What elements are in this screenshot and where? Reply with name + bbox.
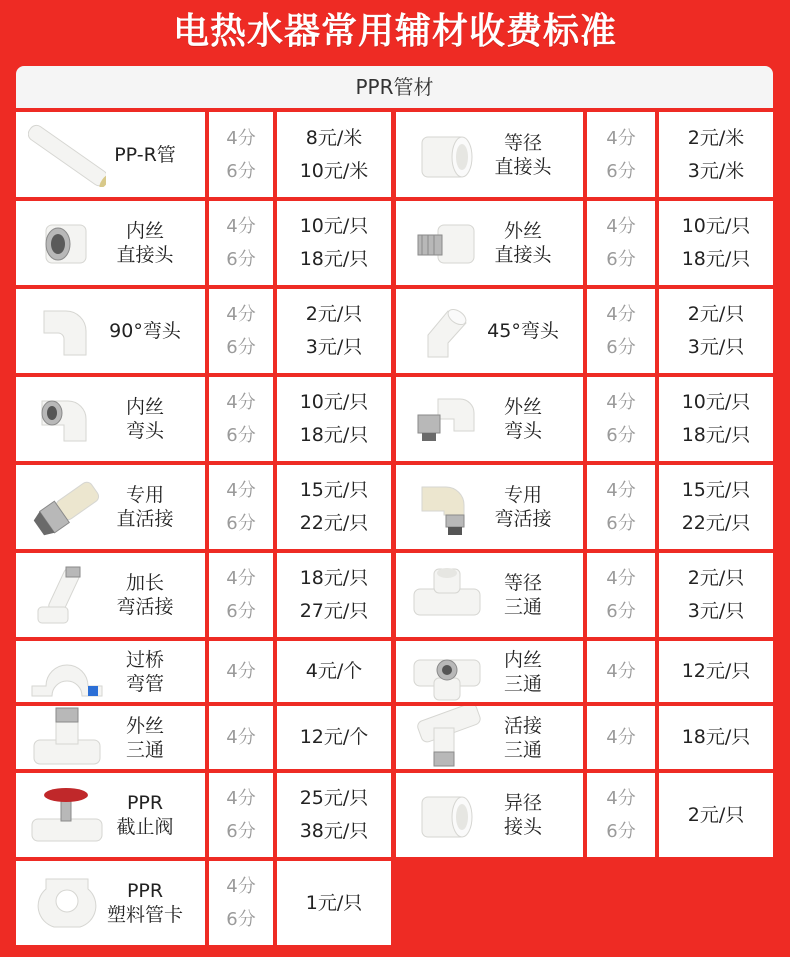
product-name	[95, 465, 195, 549]
size-cell	[587, 641, 655, 702]
pipe-size: 4分	[226, 480, 256, 501]
size-cell	[209, 465, 273, 549]
pipe-size: 4分	[226, 568, 256, 589]
pipe-size: 6分	[606, 337, 636, 358]
product-name-line: 弯活接	[116, 596, 174, 618]
price-value: 2元/只	[687, 567, 745, 589]
product-name	[473, 553, 573, 637]
size-cell	[587, 289, 655, 373]
product-name-line: 等径	[503, 572, 542, 594]
product-name-line: 弯管	[125, 672, 164, 695]
price-value: 25元/只	[299, 787, 369, 809]
price-cell	[659, 773, 773, 857]
product-name-line: 直接头	[116, 244, 174, 266]
pipe-size: 6分	[226, 601, 256, 622]
product-name	[95, 706, 195, 769]
price-cell	[277, 465, 391, 549]
price-cell	[277, 553, 391, 637]
price-cell	[659, 706, 773, 769]
product-name-line: 45°弯头	[487, 320, 559, 342]
price-value: 18元/只	[681, 248, 751, 270]
product-cell	[16, 553, 205, 637]
price-cell	[277, 289, 391, 373]
product-name-line: 直接头	[494, 155, 552, 178]
price-cell	[659, 377, 773, 461]
product-name-line: 内丝	[125, 396, 164, 418]
product-cell	[16, 377, 205, 461]
size-cell	[587, 112, 655, 197]
product-name	[95, 112, 195, 197]
pipe-size: 4分	[226, 216, 256, 237]
price-value: 1元/只	[305, 891, 363, 914]
price-cell	[277, 112, 391, 197]
pipe-size: 4分	[226, 661, 256, 682]
price-value: 22元/只	[681, 512, 751, 534]
product-name-line: 直活接	[116, 508, 174, 530]
price-value: 18元/只	[299, 248, 369, 270]
pipe-size: 4分	[606, 568, 636, 589]
product-name-line: 内丝	[125, 220, 164, 242]
price-cell	[277, 377, 391, 461]
pipe-size: 6分	[226, 249, 256, 270]
product-cell	[16, 706, 205, 769]
pipe-size: 6分	[226, 513, 256, 534]
product-name	[95, 861, 195, 945]
size-cell	[587, 773, 655, 857]
pipe-size: 4分	[226, 304, 256, 325]
price-value: 2元/米	[687, 126, 745, 149]
price-value: 18元/只	[681, 424, 751, 446]
price-value: 2元/只	[687, 303, 745, 325]
section-header: PPR管材	[16, 66, 773, 108]
pipe-size: 4分	[226, 788, 256, 809]
size-cell	[587, 706, 655, 769]
product-name-line: 直接头	[494, 244, 552, 266]
price-value: 18元/只	[681, 726, 751, 748]
pipe-size: 4分	[606, 216, 636, 237]
product-name	[95, 289, 195, 373]
pipe-size: 6分	[226, 337, 256, 358]
pipe-size: 4分	[606, 304, 636, 325]
product-cell	[16, 861, 205, 945]
product-cell	[396, 289, 583, 373]
product-name	[473, 465, 573, 549]
product-name	[473, 112, 573, 197]
price-cell	[277, 861, 391, 945]
price-value: 2元/只	[305, 303, 363, 325]
product-name-line: 内丝	[503, 648, 542, 671]
size-cell	[209, 773, 273, 857]
product-name-line: 三通	[503, 672, 542, 695]
product-cell	[16, 773, 205, 857]
price-value: 10元/米	[299, 159, 369, 182]
product-cell	[16, 289, 205, 373]
price-value: 3元/只	[687, 600, 745, 622]
price-value: 15元/只	[681, 479, 751, 501]
pipe-size: 6分	[226, 909, 256, 930]
price-cell	[659, 112, 773, 197]
size-cell	[587, 201, 655, 285]
price-value: 10元/只	[299, 391, 369, 413]
price-value: 12元/只	[681, 660, 751, 682]
pipe-size: 6分	[606, 601, 636, 622]
pipe-size: 4分	[606, 127, 636, 149]
pipe-size: 4分	[606, 661, 636, 682]
price-cell	[659, 465, 773, 549]
pipe-size: 6分	[606, 821, 636, 842]
product-name	[473, 377, 573, 461]
product-name-line: 活接	[503, 714, 542, 737]
price-value: 3元/只	[687, 336, 745, 358]
size-cell	[209, 641, 273, 702]
pipe-size: 6分	[226, 821, 256, 842]
price-cell	[277, 201, 391, 285]
pipe-size: 6分	[606, 513, 636, 534]
product-name-line: 专用	[503, 484, 542, 506]
product-cell	[396, 112, 583, 197]
pipe-size: 6分	[606, 249, 636, 270]
product-name	[95, 201, 195, 285]
price-cell	[659, 289, 773, 373]
price-cell	[277, 773, 391, 857]
price-value: 3元/米	[687, 159, 745, 182]
product-name-line: 截止阀	[116, 816, 174, 838]
product-name-line: 塑料管卡	[106, 904, 183, 926]
product-name-line: 90°弯头	[109, 320, 181, 342]
pipe-size: 4分	[226, 727, 256, 748]
product-cell	[16, 641, 205, 702]
page-title: 电热水器常用辅材收费标准	[172, 11, 617, 52]
product-name-line: 加长	[125, 572, 164, 594]
price-value: 38元/只	[299, 820, 369, 842]
product-cell	[396, 706, 583, 769]
product-name	[473, 706, 573, 769]
pipe-size: 4分	[606, 480, 636, 501]
product-name-line: 等径	[503, 131, 542, 154]
product-cell	[396, 773, 583, 857]
size-cell	[587, 553, 655, 637]
size-cell	[587, 377, 655, 461]
product-name-line: 三通	[125, 738, 164, 761]
product-name	[95, 377, 195, 461]
size-cell	[209, 377, 273, 461]
price-cell	[659, 641, 773, 702]
product-cell	[16, 201, 205, 285]
price-value: 18元/只	[299, 424, 369, 446]
product-name-line: 外丝	[125, 714, 164, 737]
product-name-line: 弯活接	[494, 508, 552, 530]
pipe-size: 6分	[226, 425, 256, 446]
size-cell	[209, 112, 273, 197]
product-name	[473, 641, 573, 702]
price-value: 18元/只	[299, 567, 369, 589]
product-name-line: PPR	[126, 792, 164, 814]
pipe-size: 4分	[226, 127, 256, 149]
product-name-line: 接头	[503, 816, 542, 838]
price-cell	[277, 706, 391, 769]
price-value: 27元/只	[299, 600, 369, 622]
price-value: 8元/米	[305, 126, 363, 149]
pipe-size: 4分	[606, 392, 636, 413]
product-name-line: PP-R管	[114, 143, 176, 166]
price-value: 10元/只	[299, 215, 369, 237]
product-name-line: 三通	[503, 738, 542, 761]
product-name-line: 外丝	[503, 220, 542, 242]
product-name	[473, 773, 573, 857]
product-name	[473, 201, 573, 285]
price-value: 10元/只	[681, 391, 751, 413]
size-cell	[209, 201, 273, 285]
size-cell	[209, 706, 273, 769]
price-value: 3元/只	[305, 336, 363, 358]
product-name	[473, 289, 573, 373]
product-cell	[16, 112, 205, 197]
price-cell	[659, 553, 773, 637]
price-value: 12元/个	[299, 726, 369, 748]
price-cell	[277, 641, 391, 702]
product-name-line: 弯头	[125, 420, 164, 442]
product-name	[95, 773, 195, 857]
product-cell	[396, 553, 583, 637]
product-cell	[396, 465, 583, 549]
product-name-line: 弯头	[503, 420, 542, 442]
size-cell	[587, 465, 655, 549]
pipe-size: 6分	[606, 425, 636, 446]
product-name-line: 外丝	[503, 396, 542, 418]
price-value: 2元/只	[687, 803, 745, 826]
price-cell	[659, 201, 773, 285]
price-value: 22元/只	[299, 512, 369, 534]
pipe-size: 4分	[606, 727, 636, 748]
pipe-size: 4分	[226, 392, 256, 413]
size-cell	[209, 553, 273, 637]
product-cell	[396, 377, 583, 461]
product-name-line: 过桥	[125, 648, 164, 671]
price-value: 15元/只	[299, 479, 369, 501]
price-value: 10元/只	[681, 215, 751, 237]
pipe-size: 6分	[606, 160, 636, 182]
pipe-size: 4分	[226, 876, 256, 897]
product-name	[95, 553, 195, 637]
pipe-size: 4分	[606, 788, 636, 809]
price-value: 4元/个	[305, 660, 363, 682]
product-cell	[16, 465, 205, 549]
product-cell	[396, 641, 583, 702]
product-name-line: 专用	[125, 484, 164, 506]
product-name-line: 三通	[503, 596, 542, 618]
product-name-line: 异径	[503, 792, 542, 814]
product-name-line: PPR	[126, 880, 164, 902]
product-name	[95, 641, 195, 702]
size-cell	[209, 861, 273, 945]
size-cell	[209, 289, 273, 373]
product-cell	[396, 201, 583, 285]
pipe-size: 6分	[226, 160, 256, 182]
